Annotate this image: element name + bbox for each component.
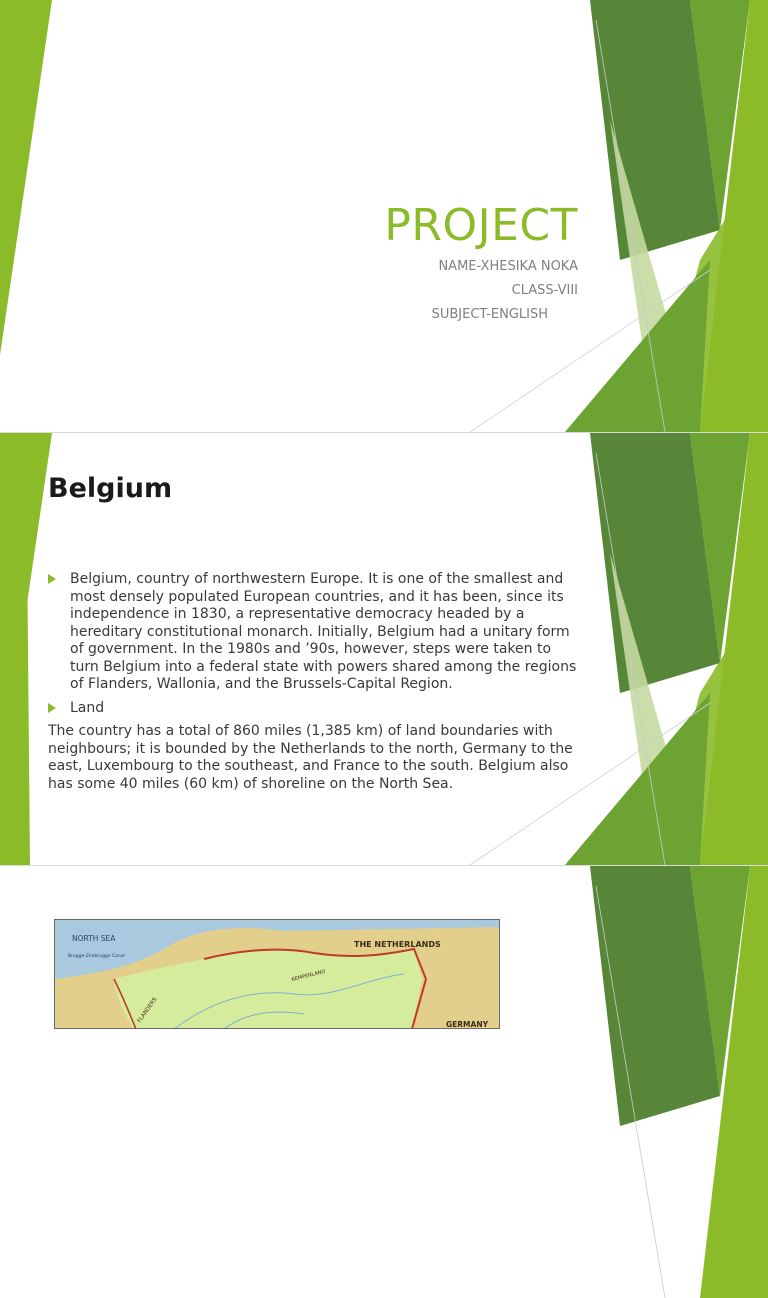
body-paragraph: The country has a total of 860 miles (1,385 km) of land boundaries with neighbours; it is bounded by the Netherlands to the north, Germany to the east, Luxembourg to the southeast, and France to the south. Belgium also has some 40 miles (60 km) of shoreline on the North Sea. xyxy=(48,723,573,792)
slide-3 xyxy=(0,866,768,1029)
subtitle-subject: SUBJECT-ENGLISH xyxy=(431,307,548,322)
map-label-kempen: KEMPENLAND xyxy=(291,968,327,983)
bullet-item xyxy=(48,571,580,694)
slide-title: Belgium xyxy=(48,473,173,504)
belgium-map xyxy=(54,919,500,1029)
map-label-germany: GERMANY xyxy=(446,1020,489,1029)
slide-1 xyxy=(0,0,768,432)
bullet-triangle-icon xyxy=(48,574,56,584)
map-label-netherlands: THE NETHERLANDS xyxy=(354,940,441,949)
bullet-item xyxy=(48,700,580,718)
slide-2 xyxy=(0,433,768,865)
bullet-text: Belgium, country of northwestern Europe. It is one of the smallest and most densely populated European countries, and it has been, since its independence in 1830, a representative democracy headed by a hereditary constitutional monarch. Initially, Belgium had a unitary form of government. In the 1980s and ’90s, however, steps were taken to turn Belgium into a federal state with powers shared among the regions of Flanders, Wallonia, and the Brussels-Capital Region. xyxy=(70,571,577,692)
slide-separator xyxy=(0,865,768,866)
map-label-flanders: FLANDERS xyxy=(136,996,159,1025)
bullet-text: Land xyxy=(70,699,105,716)
slide-body xyxy=(48,571,580,793)
map-label-canal: Brugge-Zeebrugge Canal xyxy=(68,954,125,959)
slide-title: PROJECT xyxy=(384,200,578,251)
slide-separator xyxy=(0,432,768,433)
bullet-triangle-icon xyxy=(48,703,56,713)
subtitle-class: CLASS-VIII xyxy=(511,283,578,298)
map-label-sea: NORTH SEA xyxy=(72,934,116,943)
subtitle-name: NAME-XHESIKA NOKA xyxy=(438,259,578,274)
